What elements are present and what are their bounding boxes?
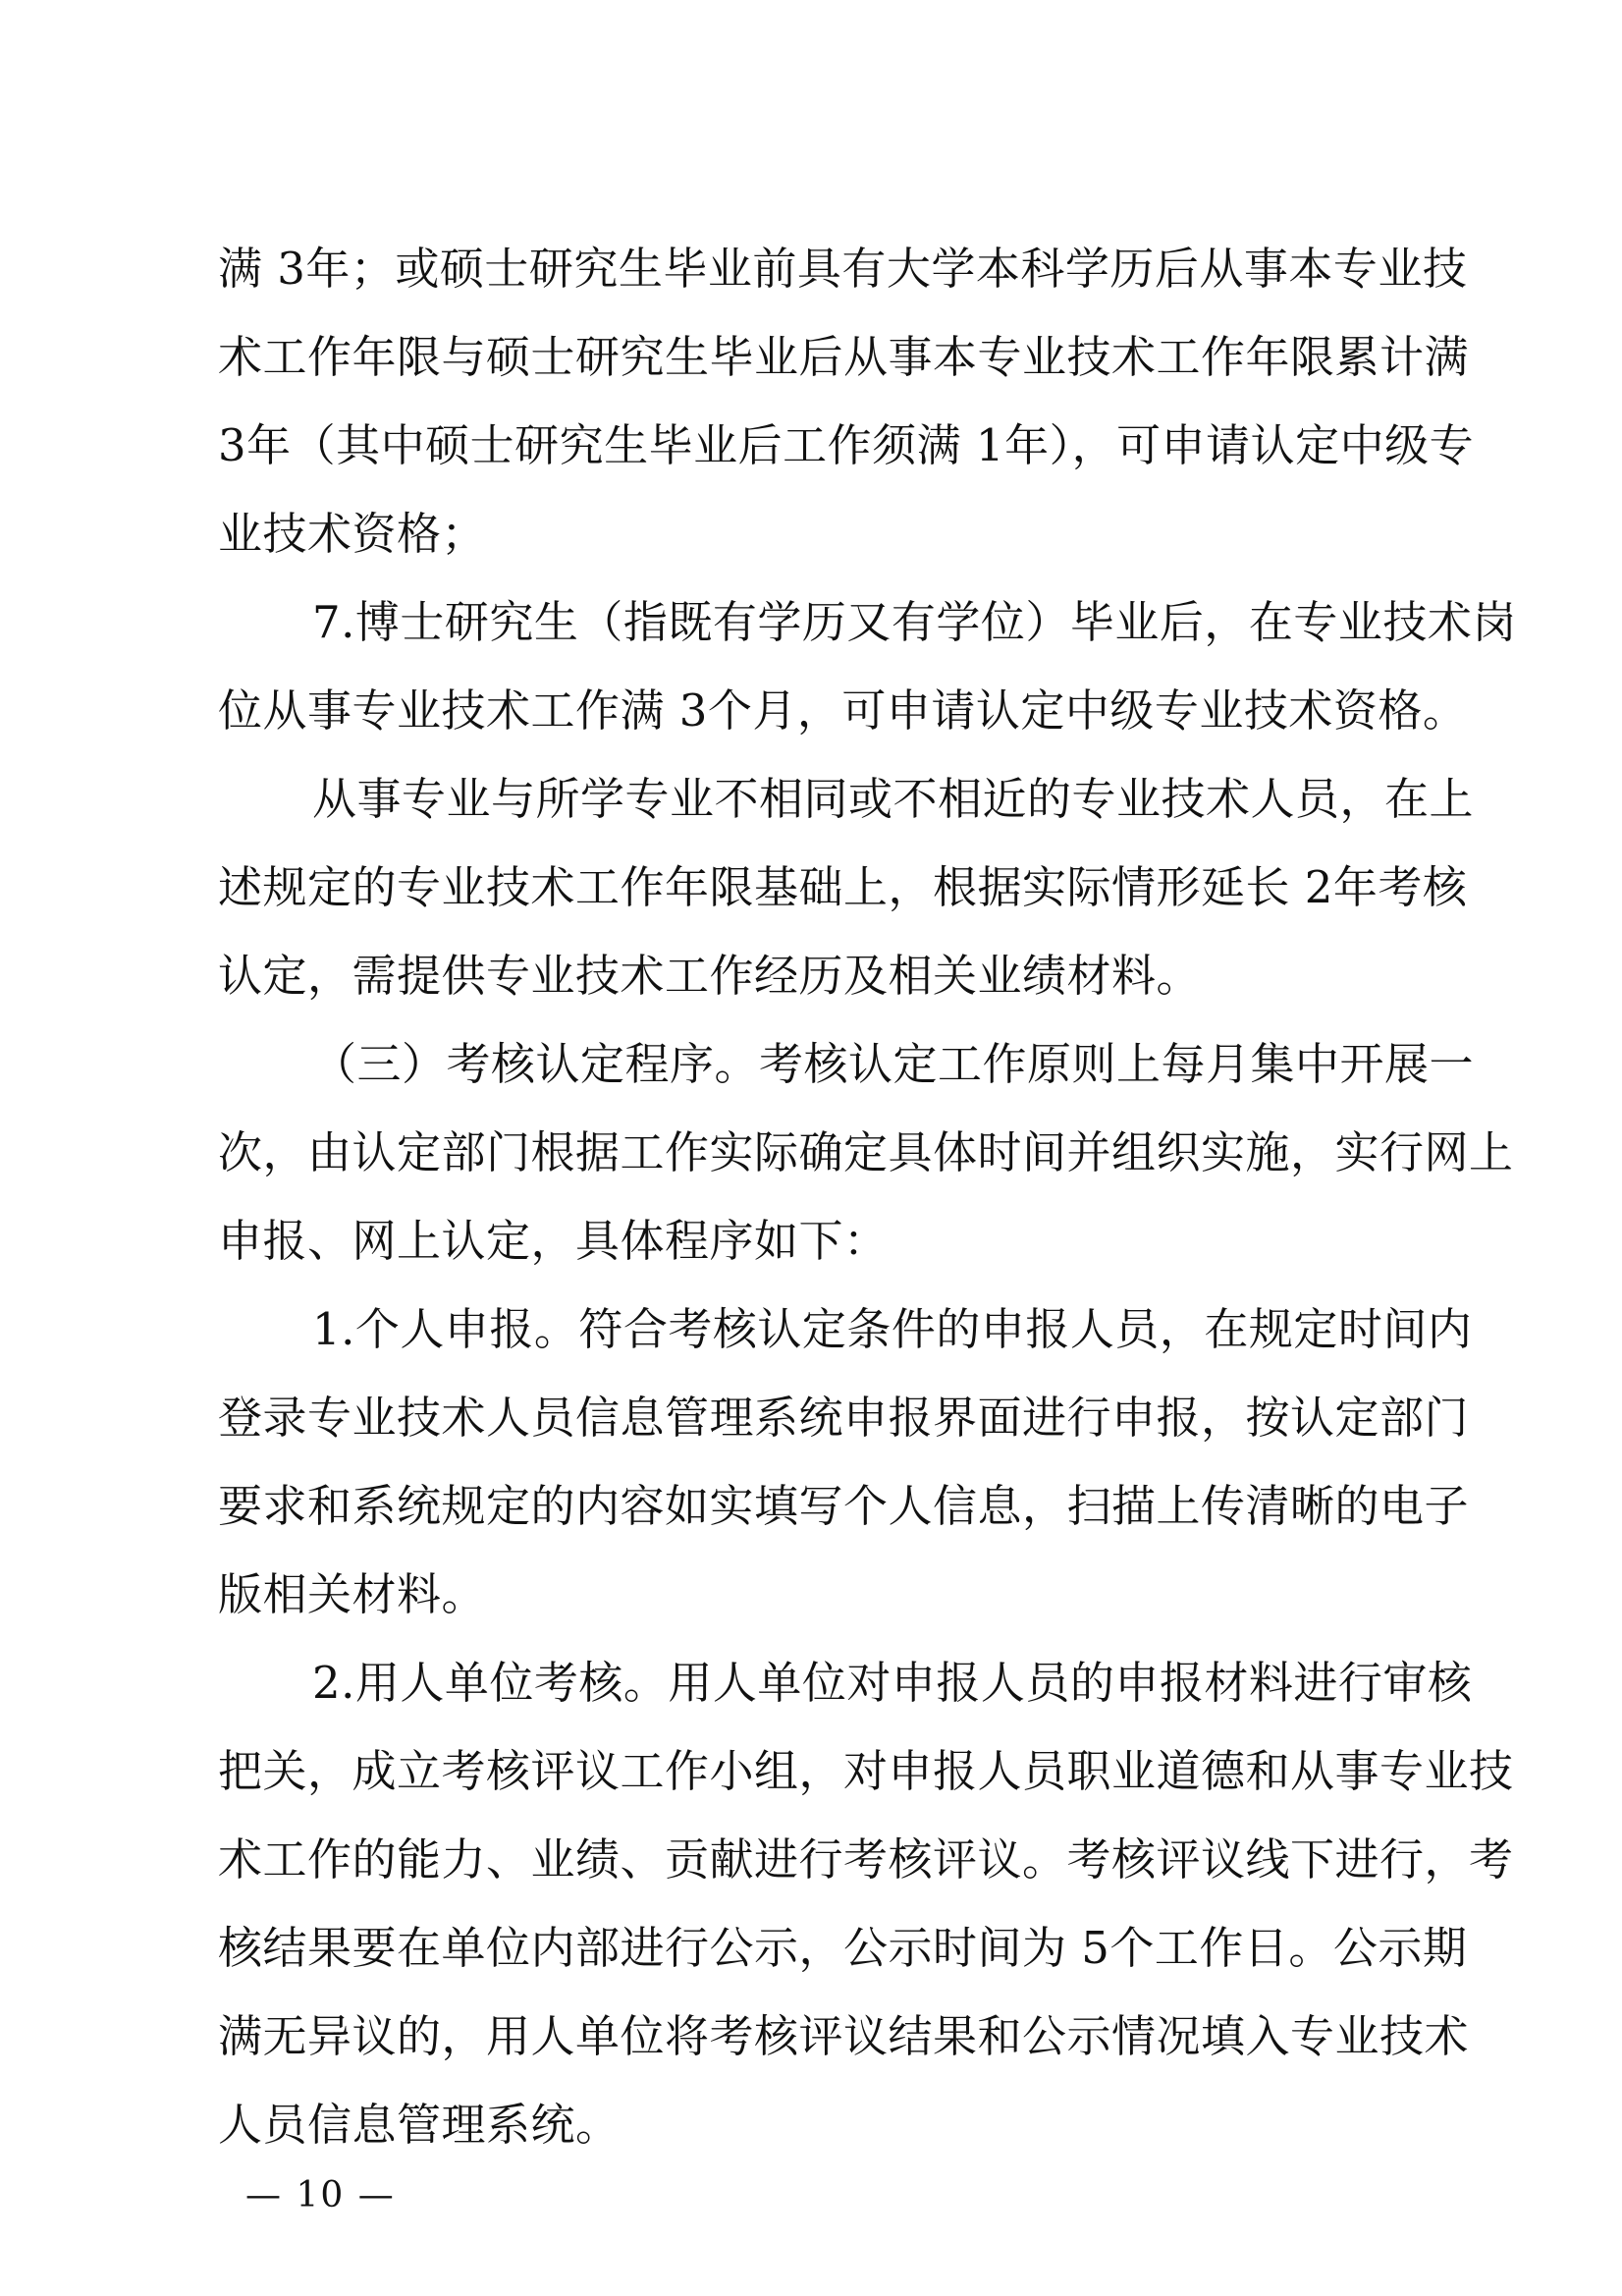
text-line: 版相关材料。 [218,1568,487,1620]
text-line: 从事专业与所学专业不相同或不相近的专业技术人员，在上 [312,773,1475,825]
text-line: 7.博士研究生（指既有学历又有学位）毕业后，在专业技术岗 [312,596,1517,648]
text-line: 2.用人单位考核。用人单位对申报人员的申报材料进行审核 [312,1657,1473,1709]
text-line: 1.个人申报。符合考核认定条件的申报人员，在规定时间内 [312,1303,1473,1355]
page-number: — 10 — [245,2175,396,2215]
text-line: 述规定的专业技术工作年限基础上，根据实际情形延长 2年考核 [218,861,1468,913]
text-line: 把关，成立考核评议工作小组，对申报人员职业道德和从事专业技 [218,1745,1514,1797]
text-line: 认定，需提供专业技术工作经历及相关业绩材料。 [218,950,1202,1002]
text-line: 3年（其中硕士研究生毕业后工作须满 1年），可申请认定中级专 [218,419,1475,471]
text-line: 次，由认定部门根据工作实际确定具体时间并组织实施，实行网上 [218,1126,1514,1178]
text-line: （三）考核认定程序。考核认定工作原则上每月集中开展一 [312,1038,1475,1090]
text-line: 核结果要在单位内部进行公示，公示时间为 5个工作日。公示期 [218,1922,1468,1974]
text-line: 位从事专业技术工作满 3个月，可申请认定中级专业技术资格。 [218,684,1468,737]
text-line: 申报、网上认定，具体程序如下： [218,1215,889,1267]
text-line: 满无异议的，用人单位将考核评议结果和公示情况填入专业技术 [218,2010,1470,2062]
text-line: 登录专业技术人员信息管理系统申报界面进行申报，按认定部门 [218,1392,1470,1444]
text-line: 术工作年限与硕士研究生毕业后从事本专业技术工作年限累计满 [218,331,1470,383]
text-line: 满 3年；或硕士研究生毕业前具有大学本科学历后从事本专业技 [218,243,1468,295]
text-line: 人员信息管理系统。 [218,2099,621,2151]
text-line: 业技术资格； [218,508,487,560]
text-line: 术工作的能力、业绩、贡献进行考核评议。考核评议线下进行，考 [218,1833,1514,1886]
text-line: 要求和系统规定的内容如实填写个人信息，扫描上传清晰的电子 [218,1480,1470,1532]
